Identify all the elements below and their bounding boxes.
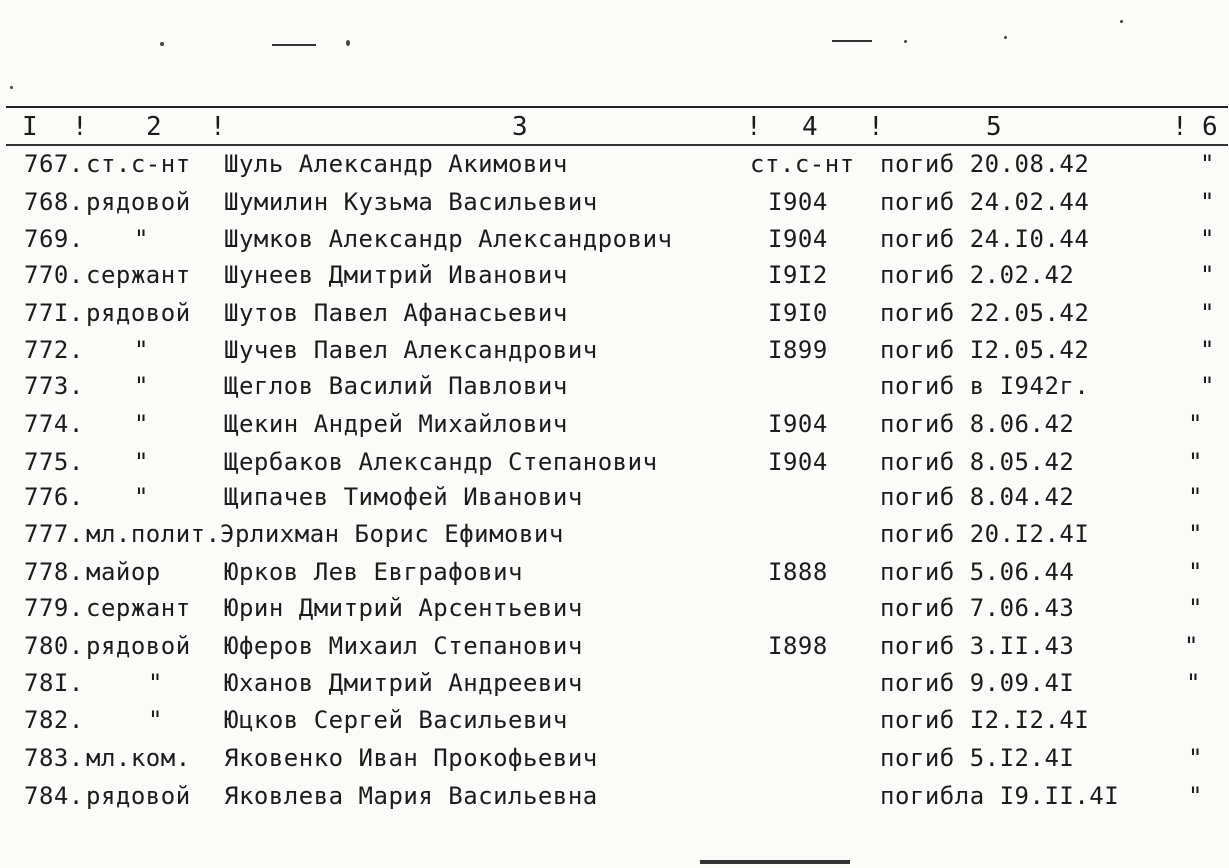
row-fate: погиб 24.02.44 xyxy=(880,188,1090,216)
row-year: I904 xyxy=(768,188,828,216)
row-mark: " xyxy=(1200,150,1215,178)
ink-smudge xyxy=(832,40,872,42)
ink-speck xyxy=(10,86,13,89)
row-number: 767. xyxy=(24,150,84,178)
ink-speck xyxy=(1120,20,1123,23)
table-row xyxy=(0,257,1229,293)
table-row xyxy=(0,516,1229,552)
row-rank: мл.ком. xyxy=(86,744,191,772)
table-row xyxy=(0,146,1229,182)
row-mark: " xyxy=(1188,744,1203,772)
row-mark: " xyxy=(1200,299,1215,327)
row-year: I904 xyxy=(768,225,828,253)
header-separator: ! xyxy=(868,112,884,142)
row-fate: погиб 8.05.42 xyxy=(880,448,1075,476)
row-name: Яковлева Мария Васильевна xyxy=(224,782,598,810)
row-mark: " xyxy=(1188,410,1203,438)
ink-smudge xyxy=(272,44,316,46)
row-number: 773. xyxy=(24,372,84,400)
row-name: Щекин Андрей Михайлович xyxy=(224,410,568,438)
row-name: Щипачев Тимофей Иванович xyxy=(224,483,583,511)
header-col-5: 5 xyxy=(986,112,1002,142)
row-number: 776. xyxy=(24,483,84,511)
table-row xyxy=(0,665,1229,701)
row-number: 769. xyxy=(24,225,84,253)
ink-smudge xyxy=(700,860,850,864)
header-separator: ! xyxy=(210,112,226,142)
row-number: 774. xyxy=(24,410,84,438)
table-row xyxy=(0,368,1229,404)
row-year: I904 xyxy=(768,448,828,476)
row-rank: " xyxy=(134,448,149,476)
row-number: 775. xyxy=(24,448,84,476)
row-number: 779. xyxy=(24,594,84,622)
row-rank: рядовой xyxy=(86,632,191,660)
ink-speck xyxy=(1004,36,1007,39)
table-row xyxy=(0,406,1229,442)
row-rank: " xyxy=(148,669,163,697)
row-mark: " xyxy=(1200,188,1215,216)
row-name: Юферов Михаил Степанович xyxy=(224,632,583,660)
table-row xyxy=(0,778,1229,814)
row-number: 777. xyxy=(24,520,84,548)
row-number: 78I. xyxy=(24,669,84,697)
row-rank: сержант xyxy=(86,261,191,289)
table-row xyxy=(0,740,1229,776)
row-rank: рядовой xyxy=(86,782,191,810)
table-row xyxy=(0,702,1229,738)
row-fate: погиб 20.08.42 xyxy=(880,150,1090,178)
row-rank: " xyxy=(134,336,149,364)
row-name: Щербаков Александр Степанович xyxy=(224,448,658,476)
row-name: Шутов Павел Афанасьевич xyxy=(224,299,568,327)
row-year: I888 xyxy=(768,558,828,586)
row-fate: погиб I2.05.42 xyxy=(880,336,1090,364)
row-number: 783. xyxy=(24,744,84,772)
header-separator: ! xyxy=(72,112,88,142)
row-number: 782. xyxy=(24,706,84,734)
table-row xyxy=(0,444,1229,480)
header-col-6: 6 xyxy=(1202,112,1218,142)
row-fate: погиб 3.II.43 xyxy=(880,632,1075,660)
row-rank: мл.полит. xyxy=(86,520,221,548)
table-row xyxy=(0,554,1229,590)
row-year: I899 xyxy=(768,336,828,364)
ink-speck xyxy=(346,40,350,46)
row-mark: " xyxy=(1200,372,1215,400)
row-year: I898 xyxy=(768,632,828,660)
row-mark: " xyxy=(1186,669,1201,697)
row-rank: " xyxy=(134,372,149,400)
row-rank: рядовой xyxy=(86,188,191,216)
table-top-rule xyxy=(6,106,1228,108)
row-number: 772. xyxy=(24,336,84,364)
row-rank: ст.с-нт xyxy=(86,150,191,178)
row-name: Шуль Александр Акимович xyxy=(224,150,568,178)
row-fate: погибла I9.II.4I xyxy=(880,782,1120,810)
row-rank: рядовой xyxy=(86,299,191,327)
row-number: 770. xyxy=(24,261,84,289)
row-name: Юцков Сергей Васильевич xyxy=(224,706,568,734)
row-year: I9I2 xyxy=(768,261,828,289)
header-separator: ! xyxy=(1172,112,1188,142)
ink-speck xyxy=(904,40,907,43)
row-rank: майор xyxy=(86,558,161,586)
table-row xyxy=(0,184,1229,220)
row-fate: погиб 5.06.44 xyxy=(880,558,1075,586)
row-fate: погиб 20.I2.4I xyxy=(880,520,1090,548)
row-rank: " xyxy=(134,225,149,253)
table-row xyxy=(0,479,1229,515)
header-col-3: 3 xyxy=(512,112,528,142)
row-mark: " xyxy=(1188,520,1203,548)
row-rank: " xyxy=(148,706,163,734)
row-name: Юханов Дмитрий Андреевич xyxy=(224,669,583,697)
header-col-2: 2 xyxy=(146,112,162,142)
row-number: 778. xyxy=(24,558,84,586)
row-mark: " xyxy=(1200,336,1215,364)
row-rank: " xyxy=(134,483,149,511)
row-name: Юрков Лев Евграфович xyxy=(224,558,523,586)
row-mark: " xyxy=(1188,782,1203,810)
table-row xyxy=(0,221,1229,257)
ink-speck xyxy=(160,42,164,46)
row-name: Шунеев Дмитрий Иванович xyxy=(224,261,568,289)
row-name: Шумилин Кузьма Васильевич xyxy=(224,188,598,216)
row-year: I9I0 xyxy=(768,299,828,327)
table-row xyxy=(0,332,1229,368)
row-fate: погиб 5.I2.4I xyxy=(880,744,1075,772)
row-fate: погиб 7.06.43 xyxy=(880,594,1075,622)
table-row xyxy=(0,590,1229,626)
row-fate: погиб 24.I0.44 xyxy=(880,225,1090,253)
row-mark: " xyxy=(1200,225,1215,253)
row-name: Щеглов Василий Павлович xyxy=(224,372,568,400)
row-fate: погиб 2.02.42 xyxy=(880,261,1075,289)
row-mark: " xyxy=(1188,558,1203,586)
row-number: 780. xyxy=(24,632,84,660)
header-col-1: I xyxy=(22,112,38,142)
row-name: Юрин Дмитрий Арсентьевич xyxy=(224,594,583,622)
row-name: Шучев Павел Александрович xyxy=(224,336,598,364)
row-rank: сержант xyxy=(86,594,191,622)
row-fate: погиб 9.09.4I xyxy=(880,669,1075,697)
row-name: Яковенко Иван Прокофьевич xyxy=(224,744,598,772)
row-fate: погиб 22.05.42 xyxy=(880,299,1090,327)
row-fate: погиб в I942г. xyxy=(880,372,1090,400)
row-fate: погиб I2.I2.4I xyxy=(880,706,1090,734)
row-name: Шумков Александр Александрович xyxy=(224,225,673,253)
row-mark: " xyxy=(1188,483,1203,511)
row-fate: погиб 8.06.42 xyxy=(880,410,1075,438)
row-mark: " xyxy=(1184,632,1199,660)
table-row xyxy=(0,628,1229,664)
row-fate: погиб 8.04.42 xyxy=(880,483,1075,511)
row-rank: " xyxy=(134,410,149,438)
row-mark: " xyxy=(1188,448,1203,476)
row-year: ст.с-нт xyxy=(750,150,855,178)
row-number: 768. xyxy=(24,188,84,216)
header-separator: ! xyxy=(746,112,762,142)
row-number: 784. xyxy=(24,782,84,810)
row-mark: " xyxy=(1200,261,1215,289)
row-year: I904 xyxy=(768,410,828,438)
row-name: Эрлихман Борис Ефимович xyxy=(220,520,564,548)
table-row xyxy=(0,295,1229,331)
header-col-4: 4 xyxy=(802,112,818,142)
row-number: 77I. xyxy=(24,299,84,327)
row-mark: " xyxy=(1188,594,1203,622)
